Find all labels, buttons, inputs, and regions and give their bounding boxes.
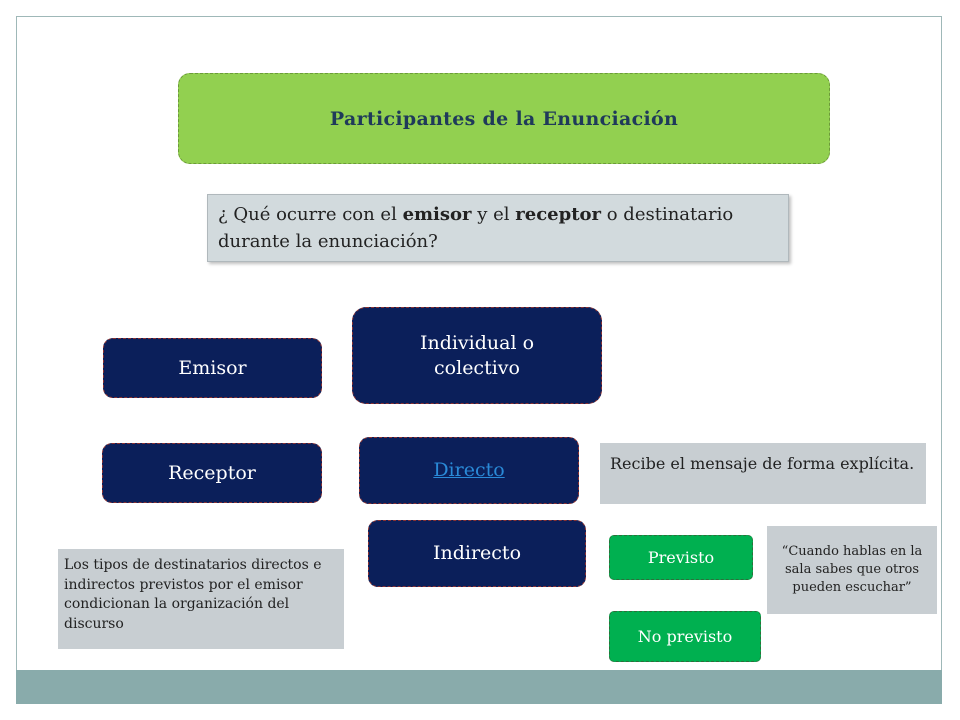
- no-previsto-node: [609, 611, 761, 662]
- previsto-node: [609, 535, 753, 580]
- footer-bar: [16, 670, 942, 704]
- question-emisor: emisor: [402, 204, 472, 225]
- question-part1: ¿ Qué ocurre con el: [218, 204, 403, 225]
- question-part2: y el: [471, 204, 516, 225]
- recibe-note: [600, 443, 926, 504]
- receptor-node: [102, 443, 322, 503]
- previsto-label: Previsto: [647, 548, 715, 567]
- cuando-note: [767, 526, 937, 614]
- title-text: Participantes de la Enunciación: [329, 107, 679, 130]
- diagram-title: [178, 73, 830, 164]
- cuando-text: “Cuando hablas en la sala sabes que otros pueden escuchar”: [781, 544, 923, 595]
- directo-node[interactable]: [359, 437, 579, 504]
- directo-link[interactable]: Directo: [433, 459, 505, 481]
- individual-node: [352, 307, 602, 404]
- indirecto-node: [368, 520, 586, 587]
- tipos-text: Los tipos de destinatarios directos e indirectos previstos por el emisor condicionan la organización del discurso: [64, 557, 322, 632]
- question-box: [207, 194, 789, 262]
- emisor-node: [103, 338, 322, 398]
- tipos-note: [58, 549, 344, 649]
- receptor-label: Receptor: [168, 461, 256, 484]
- recibe-text: Recibe el mensaje de forma explícita.: [610, 454, 915, 473]
- question-part3: o destinatario durante la enunciación?: [218, 204, 734, 252]
- question-receptor: receptor: [515, 204, 602, 225]
- indirecto-label: Indirecto: [432, 542, 522, 564]
- no-previsto-label: No previsto: [637, 627, 733, 646]
- emisor-label: Emisor: [178, 356, 247, 379]
- question-text: [218, 201, 778, 255]
- individual-label: Individual o colectivo: [419, 331, 535, 379]
